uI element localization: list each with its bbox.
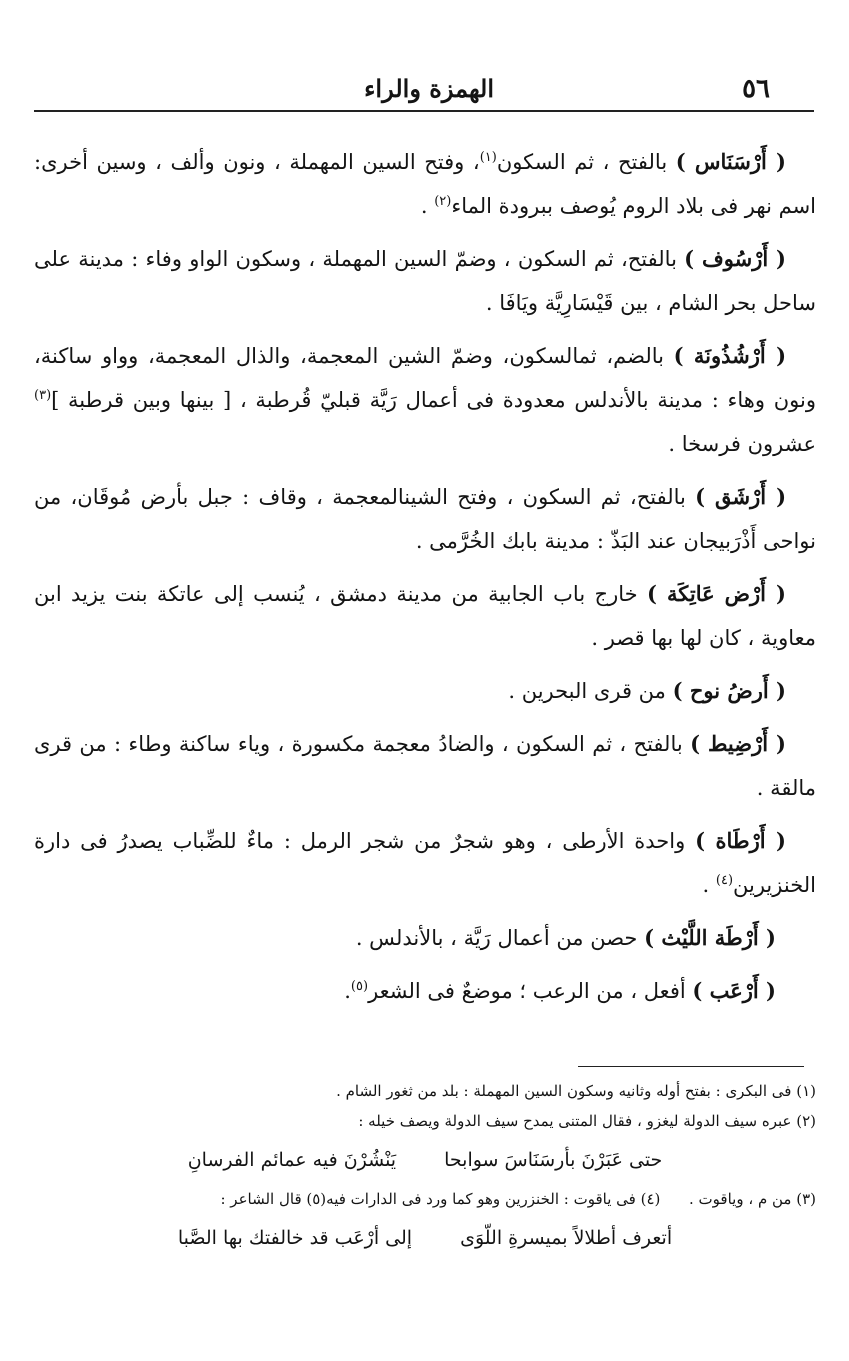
footnote-1: (١) فى البكرى : بفتح أوله وثانيه وسكون السين المهملة : بلد من ثغور الشام . (336, 1082, 816, 1100)
entry (34, 334, 816, 466)
entry-text: . (420, 194, 435, 218)
footnotes-3-4-5 (34, 1184, 816, 1214)
footnote-3: (٣) من م ، وياقوت . (689, 1190, 816, 1208)
entry (34, 475, 816, 563)
entry-text: . (702, 873, 716, 897)
footnote-5: (٥) قال الشاعر : (220, 1190, 327, 1208)
entry-text: ، وفتح السين المهملة ، ونون وألف ، وسين أخرى: اسم نهر فى بلاد الروم يُوصف ببرودة الماء (34, 150, 816, 218)
entry (34, 722, 816, 810)
page-number: ٥٦ (742, 74, 770, 104)
entry-text: . (344, 979, 351, 1003)
header-rule (34, 110, 814, 112)
footnote-ref: (٢) (434, 194, 452, 209)
entry-text: من قرى البحرين . (508, 679, 673, 703)
entry-text: بالفتح، ثم السكون ، وفتح الشينالمعجمة ، وقاف : جبل بأرض مُوقَان، من نواحى أَذْرَبيجان عند البَذّ : مدينة بابك الخُرَّمى . (34, 485, 816, 553)
entry-text: بالضم، ثمالسكون، وضمّ الشين المعجمة، والذال المعجمة، وواو ساكنة، ونون وهاء : مدينة بالأندلس معدودة فى أعمال رَيَّة قبليّ قُرطبة ، [ بينها وبين قرطبة ] (34, 344, 816, 412)
entry-text: خارج باب الجابية من مدينة دمشق ، يُنسب إلى عاتكة بنت يزيد ابن معاوية ، كان لها بها قصر . (34, 582, 816, 650)
footnote-2: (٢) عبره سيف الدولة ليغزو ، فقال المتنى يمدح سيف الدولة ويصف خيله : (358, 1112, 816, 1130)
entry (34, 572, 816, 660)
entry-text: أفعل ، من الرعب ؛ موضعٌ فى الشعر (368, 979, 693, 1003)
footnote-ref: (١) (479, 150, 497, 165)
entry (34, 969, 776, 1013)
footnotes (34, 1076, 816, 1262)
verse-hemistich: إلى أرْعَب قد خالفتك بها الصَّبا (177, 1227, 413, 1249)
entry-text: بالفتح ، ثم السكون ، والضادُ معجمة مكسورة ، وياء ساكنة وطاء : من قرى مالقة . (34, 732, 816, 800)
entry-headword: ( أَرْطَة اللَّيْث ) (644, 925, 776, 950)
footnote-ref: (٤) (715, 873, 734, 888)
entry-headword: ( أَرْضِيط ) (690, 731, 786, 756)
main-text (34, 140, 816, 1022)
entry-headword: ( أَرْطَاة ) (695, 828, 786, 853)
entry-headword: ( أَرْسَنَاس ) (675, 149, 786, 174)
verse-2 (34, 1216, 816, 1260)
entry (34, 140, 816, 228)
entry-text: بالفتح ، ثم السكون (496, 150, 676, 174)
verse-1 (34, 1138, 816, 1182)
entry-text: واحدة الأرطى ، وهو شجرٌ من شجر الرمل : ماءٌ للضِّباب يصدرُ فى دارة الخنزيرين (34, 829, 816, 897)
verse-hemistich: حتى عَبَرْنَ بأرسَنَاسَ سوابحا (444, 1149, 663, 1171)
entry-headword: ( أَرْض عَاتِكَة ) (647, 581, 786, 606)
footnote-4: (٤) فى ياقوت : الخنزرين وهو كما ورد فى الدارات فيه (326, 1190, 661, 1208)
entry-headword: ( أَرْسُوف ) (684, 246, 786, 271)
verse-hemistich: أتعرف أطلالاً بميسرةِ اللّوَى (460, 1227, 673, 1249)
page-header (34, 70, 814, 110)
verse-hemistich: يَنْشُرْنَ فيه عمائم الفرسانِ (187, 1149, 397, 1171)
entry-headword: ( أَرْعَب ) (692, 978, 776, 1003)
entry-text: بالفتح، ثم السكون ، وضمّ السين المهملة ، وسكون الواو وفاء : مدينة على ساحل بحر الشام ، بين قَيْسَارِيَّة ويَافَا . (34, 247, 816, 315)
entry (34, 669, 816, 713)
entry-headword: ( أَرْشَق ) (695, 484, 786, 509)
entry (34, 237, 816, 325)
entry (34, 819, 816, 907)
footnote-ref: (٣) (34, 388, 52, 403)
footnote-ref: (٥) (350, 979, 369, 994)
footnote-rule (578, 1066, 804, 1067)
entry-text: عشرون فرسخا . (668, 432, 816, 456)
entry-headword: ( أَرْشُذُونَة ) (673, 343, 787, 368)
entry-text: حصن من أعمال رَيَّة ، بالأندلس . (355, 926, 645, 950)
running-title: الهمزة والراء (364, 74, 494, 103)
entry (34, 916, 776, 960)
entry-headword: ( أَرضُ نوح ) (672, 678, 786, 703)
